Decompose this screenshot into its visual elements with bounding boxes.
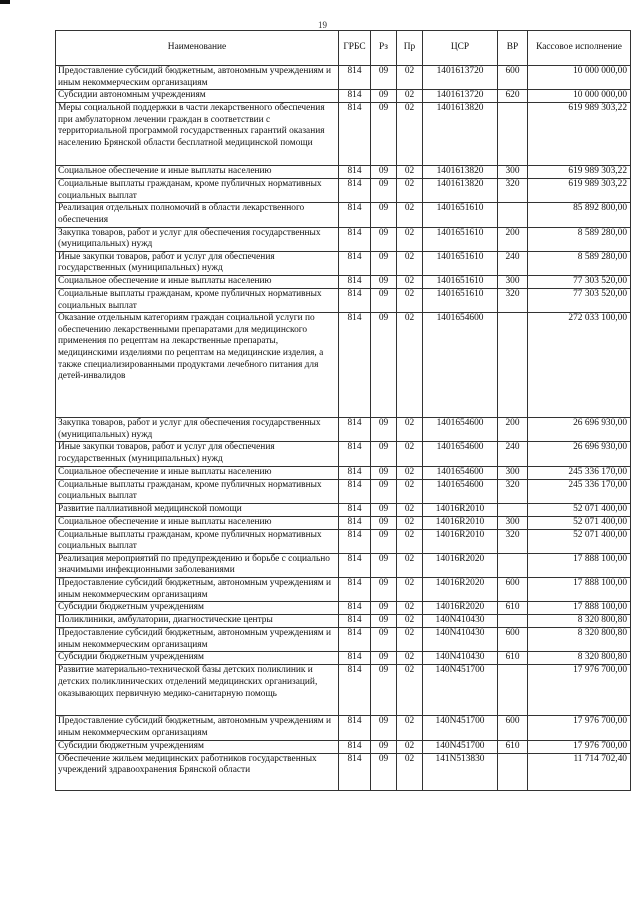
cell-sum: 17 888 100,00 [528, 578, 631, 602]
cell-grbs: 814 [339, 90, 371, 103]
table-row [56, 503, 631, 516]
cell-pr: 02 [397, 652, 423, 665]
cell-grbs: 814 [339, 66, 371, 90]
cell-vr: 320 [498, 288, 528, 312]
table-row [56, 753, 631, 790]
budget-execution-table [55, 30, 631, 791]
cell-csr: 1401654600 [423, 466, 498, 479]
cell-name: Социальное обеспечение и иные выплаты населению [56, 466, 339, 479]
cell-pr: 02 [397, 166, 423, 179]
cell-sum: 10 000 000,00 [528, 90, 631, 103]
cell-csr: 14016R2010 [423, 529, 498, 553]
cell-sum: 8 589 280,00 [528, 227, 631, 251]
cell-sum: 77 303 520,00 [528, 288, 631, 312]
cell-grbs: 814 [339, 628, 371, 652]
cell-vr: 600 [498, 578, 528, 602]
cell-pr: 02 [397, 753, 423, 790]
cell-name: Иные закупки товаров, работ и услуг для обеспечения государственных (муниципальных) нужд [56, 251, 339, 275]
table-row [56, 602, 631, 615]
cell-name: Социальное обеспечение и иные выплаты населению [56, 275, 339, 288]
cell-name: Социальные выплаты гражданам, кроме публичных нормативных социальных выплат [56, 179, 339, 203]
cell-vr [498, 313, 528, 418]
scan-corner-mark [0, 0, 10, 4]
cell-sum: 10 000 000,00 [528, 66, 631, 90]
cell-sum: 17 888 100,00 [528, 553, 631, 577]
cell-csr: 1401613720 [423, 66, 498, 90]
cell-grbs: 814 [339, 652, 371, 665]
cell-pr: 02 [397, 615, 423, 628]
cell-sum: 17 976 700,00 [528, 665, 631, 716]
cell-sum: 52 071 400,00 [528, 516, 631, 529]
cell-grbs: 814 [339, 466, 371, 479]
cell-rz: 09 [371, 251, 397, 275]
cell-pr: 02 [397, 313, 423, 418]
cell-csr: 14016R2020 [423, 578, 498, 602]
table-row [56, 553, 631, 577]
cell-rz: 09 [371, 275, 397, 288]
budget-table-container [55, 30, 630, 791]
cell-rz: 09 [371, 753, 397, 790]
cell-sum: 272 033 100,00 [528, 313, 631, 418]
cell-csr: 140N451700 [423, 665, 498, 716]
cell-csr: 1401613720 [423, 90, 498, 103]
cell-rz: 09 [371, 288, 397, 312]
cell-rz: 09 [371, 740, 397, 753]
cell-rz: 09 [371, 479, 397, 503]
cell-rz: 09 [371, 516, 397, 529]
cell-name: Меры социальной поддержки в части лекарственного обеспечения при амбулаторном лечении граждан в соответствии с территориальной программой государственных гарантий оказания населению Брянской области бесплатной медицинской помощи [56, 103, 339, 166]
cell-csr: 1401613820 [423, 166, 498, 179]
cell-sum: 85 892 800,00 [528, 203, 631, 227]
cell-rz: 09 [371, 615, 397, 628]
cell-csr: 1401651610 [423, 275, 498, 288]
cell-vr: 300 [498, 275, 528, 288]
cell-csr: 14016R2010 [423, 503, 498, 516]
header-csr: ЦСР [423, 31, 498, 66]
cell-sum: 26 696 930,00 [528, 418, 631, 442]
cell-pr: 02 [397, 275, 423, 288]
header-vr: ВР [498, 31, 528, 66]
cell-rz: 09 [371, 227, 397, 251]
cell-grbs: 814 [339, 553, 371, 577]
cell-rz: 09 [371, 442, 397, 466]
cell-rz: 09 [371, 466, 397, 479]
table-row [56, 479, 631, 503]
cell-sum: 245 336 170,00 [528, 466, 631, 479]
cell-csr: 1401613820 [423, 179, 498, 203]
cell-vr: 610 [498, 652, 528, 665]
cell-grbs: 814 [339, 227, 371, 251]
cell-pr: 02 [397, 251, 423, 275]
cell-name: Социальные выплаты гражданам, кроме публичных нормативных социальных выплат [56, 529, 339, 553]
cell-grbs: 814 [339, 753, 371, 790]
header-rz: Рз [371, 31, 397, 66]
cell-vr: 200 [498, 227, 528, 251]
cell-pr: 02 [397, 602, 423, 615]
cell-pr: 02 [397, 716, 423, 740]
cell-grbs: 814 [339, 166, 371, 179]
cell-vr [498, 203, 528, 227]
cell-grbs: 814 [339, 602, 371, 615]
cell-grbs: 814 [339, 418, 371, 442]
cell-name: Социальное обеспечение и иные выплаты населению [56, 166, 339, 179]
cell-pr: 02 [397, 203, 423, 227]
table-row [56, 740, 631, 753]
cell-vr [498, 665, 528, 716]
cell-sum: 619 989 303,22 [528, 103, 631, 166]
cell-rz: 09 [371, 503, 397, 516]
cell-grbs: 814 [339, 615, 371, 628]
cell-pr: 02 [397, 740, 423, 753]
cell-csr: 14016R2010 [423, 516, 498, 529]
cell-pr: 02 [397, 466, 423, 479]
cell-grbs: 814 [339, 740, 371, 753]
cell-csr: 140N451700 [423, 716, 498, 740]
cell-csr: 1401613820 [423, 103, 498, 166]
cell-name: Предоставление субсидий бюджетным, автономным учреждениям и иным некоммерческим организациям [56, 66, 339, 90]
cell-vr [498, 553, 528, 577]
cell-pr: 02 [397, 179, 423, 203]
cell-name: Обеспечение жильем медицинских работников государственных учреждений здравоохранения Брянской области [56, 753, 339, 790]
cell-sum: 17 976 700,00 [528, 716, 631, 740]
cell-csr: 141N513830 [423, 753, 498, 790]
cell-vr [498, 615, 528, 628]
cell-vr: 300 [498, 516, 528, 529]
cell-vr: 300 [498, 166, 528, 179]
table-row [56, 288, 631, 312]
cell-name: Поликлиники, амбулатории, диагностические центры [56, 615, 339, 628]
cell-pr: 02 [397, 503, 423, 516]
cell-vr [498, 103, 528, 166]
cell-name: Социальные выплаты гражданам, кроме публичных нормативных социальных выплат [56, 288, 339, 312]
cell-grbs: 814 [339, 442, 371, 466]
cell-grbs: 814 [339, 288, 371, 312]
cell-rz: 09 [371, 652, 397, 665]
cell-name: Развитие паллиативной медицинской помощи [56, 503, 339, 516]
cell-grbs: 814 [339, 578, 371, 602]
table-row [56, 179, 631, 203]
cell-vr: 600 [498, 66, 528, 90]
cell-pr: 02 [397, 418, 423, 442]
cell-vr: 240 [498, 251, 528, 275]
cell-name: Реализация мероприятий по предупреждению и борьбе с социально значимыми инфекционными заболеваниями [56, 553, 339, 577]
cell-csr: 14016R2020 [423, 553, 498, 577]
cell-vr: 320 [498, 179, 528, 203]
cell-pr: 02 [397, 665, 423, 716]
cell-vr: 600 [498, 716, 528, 740]
cell-pr: 02 [397, 578, 423, 602]
cell-vr: 610 [498, 602, 528, 615]
cell-grbs: 814 [339, 313, 371, 418]
page-number: 19 [318, 20, 327, 30]
cell-pr: 02 [397, 628, 423, 652]
cell-sum: 245 336 170,00 [528, 479, 631, 503]
cell-pr: 02 [397, 442, 423, 466]
table-row [56, 578, 631, 602]
cell-vr: 600 [498, 628, 528, 652]
cell-grbs: 814 [339, 179, 371, 203]
cell-sum: 8 320 800,80 [528, 652, 631, 665]
cell-csr: 1401651610 [423, 227, 498, 251]
cell-name: Иные закупки товаров, работ и услуг для обеспечения государственных (муниципальных) нужд [56, 442, 339, 466]
header-sum: Кассовое исполнение [528, 31, 631, 66]
table-row [56, 227, 631, 251]
cell-vr [498, 753, 528, 790]
cell-name: Субсидии бюджетным учреждениям [56, 602, 339, 615]
cell-vr: 300 [498, 466, 528, 479]
cell-name: Предоставление субсидий бюджетным, автономным учреждениям и иным некоммерческим организациям [56, 716, 339, 740]
cell-csr: 14016R2020 [423, 602, 498, 615]
cell-grbs: 814 [339, 479, 371, 503]
cell-grbs: 814 [339, 516, 371, 529]
cell-name: Социальные выплаты гражданам, кроме публичных нормативных социальных выплат [56, 479, 339, 503]
header-grbs: ГРБС [339, 31, 371, 66]
cell-vr [498, 503, 528, 516]
cell-sum: 26 696 930,00 [528, 442, 631, 466]
cell-sum: 77 303 520,00 [528, 275, 631, 288]
cell-rz: 09 [371, 90, 397, 103]
cell-rz: 09 [371, 665, 397, 716]
cell-name: Закупка товаров, работ и услуг для обеспечения государственных (муниципальных) нужд [56, 227, 339, 251]
header-name: Наименование [56, 31, 339, 66]
cell-rz: 09 [371, 602, 397, 615]
cell-rz: 09 [371, 716, 397, 740]
cell-sum: 11 714 702,40 [528, 753, 631, 790]
cell-rz: 09 [371, 578, 397, 602]
cell-grbs: 814 [339, 203, 371, 227]
cell-name: Предоставление субсидий бюджетным, автономным учреждениям и иным некоммерческим организациям [56, 578, 339, 602]
cell-sum: 17 976 700,00 [528, 740, 631, 753]
header-pr: Пр [397, 31, 423, 66]
table-row [56, 313, 631, 418]
table-row [56, 529, 631, 553]
cell-csr: 140N410430 [423, 615, 498, 628]
cell-pr: 02 [397, 529, 423, 553]
cell-sum: 52 071 400,00 [528, 529, 631, 553]
cell-csr: 1401654600 [423, 479, 498, 503]
table-row [56, 103, 631, 166]
cell-pr: 02 [397, 66, 423, 90]
cell-sum: 619 989 303,22 [528, 179, 631, 203]
cell-pr: 02 [397, 90, 423, 103]
cell-name: Закупка товаров, работ и услуг для обеспечения государственных (муниципальных) нужд [56, 418, 339, 442]
cell-pr: 02 [397, 103, 423, 166]
cell-rz: 09 [371, 179, 397, 203]
cell-pr: 02 [397, 288, 423, 312]
table-row [56, 66, 631, 90]
cell-vr: 620 [498, 90, 528, 103]
cell-name: Развитие материально-технической базы детских поликлиник и детских поликлинических отделений медицинских организаций, оказывающих первичную медико-санитарную помощь [56, 665, 339, 716]
cell-csr: 140N410430 [423, 628, 498, 652]
cell-vr: 240 [498, 442, 528, 466]
cell-name: Оказание отдельным категориям граждан социальной услуги по обеспечению лекарственными препаратами для медицинского применения по рецептам на лекарственные препараты, медицинскими изделиями по рецептам на медицинские изделия, а также специализированными продуктами лечебного питания для детей-инвалидов [56, 313, 339, 418]
cell-csr: 1401651610 [423, 288, 498, 312]
cell-grbs: 814 [339, 103, 371, 166]
cell-name: Реализация отдельных полномочий в области лекарственного обеспечения [56, 203, 339, 227]
cell-name: Предоставление субсидий бюджетным, автономным учреждениям и иным некоммерческим организациям [56, 628, 339, 652]
table-row [56, 652, 631, 665]
cell-csr: 1401654600 [423, 418, 498, 442]
table-row [56, 466, 631, 479]
cell-grbs: 814 [339, 529, 371, 553]
table-row [56, 166, 631, 179]
cell-sum: 17 888 100,00 [528, 602, 631, 615]
cell-rz: 09 [371, 553, 397, 577]
cell-vr: 320 [498, 479, 528, 503]
cell-sum: 619 989 303,22 [528, 166, 631, 179]
cell-sum: 8 320 800,80 [528, 615, 631, 628]
cell-grbs: 814 [339, 503, 371, 516]
cell-vr: 200 [498, 418, 528, 442]
table-row [56, 628, 631, 652]
table-row [56, 716, 631, 740]
table-row [56, 418, 631, 442]
cell-pr: 02 [397, 227, 423, 251]
table-row [56, 275, 631, 288]
cell-vr: 610 [498, 740, 528, 753]
cell-rz: 09 [371, 203, 397, 227]
cell-rz: 09 [371, 628, 397, 652]
cell-name: Субсидии автономным учреждениям [56, 90, 339, 103]
cell-csr: 1401654600 [423, 313, 498, 418]
table-header-row [56, 31, 631, 66]
cell-grbs: 814 [339, 251, 371, 275]
table-row [56, 90, 631, 103]
cell-grbs: 814 [339, 665, 371, 716]
cell-vr: 320 [498, 529, 528, 553]
table-row [56, 442, 631, 466]
cell-name: Социальное обеспечение и иные выплаты населению [56, 516, 339, 529]
cell-csr: 140N451700 [423, 740, 498, 753]
cell-rz: 09 [371, 66, 397, 90]
cell-grbs: 814 [339, 716, 371, 740]
table-row [56, 203, 631, 227]
table-row [56, 665, 631, 716]
cell-csr: 140N410430 [423, 652, 498, 665]
table-row [56, 615, 631, 628]
cell-name: Субсидии бюджетным учреждениям [56, 652, 339, 665]
cell-csr: 1401651610 [423, 203, 498, 227]
cell-rz: 09 [371, 418, 397, 442]
cell-sum: 8 320 800,80 [528, 628, 631, 652]
cell-rz: 09 [371, 313, 397, 418]
cell-rz: 09 [371, 166, 397, 179]
cell-pr: 02 [397, 516, 423, 529]
cell-csr: 1401654600 [423, 442, 498, 466]
cell-rz: 09 [371, 103, 397, 166]
cell-rz: 09 [371, 529, 397, 553]
table-row [56, 251, 631, 275]
cell-sum: 8 589 280,00 [528, 251, 631, 275]
cell-name: Субсидии бюджетным учреждениям [56, 740, 339, 753]
cell-csr: 1401651610 [423, 251, 498, 275]
cell-pr: 02 [397, 553, 423, 577]
cell-pr: 02 [397, 479, 423, 503]
cell-sum: 52 071 400,00 [528, 503, 631, 516]
table-row [56, 516, 631, 529]
cell-grbs: 814 [339, 275, 371, 288]
